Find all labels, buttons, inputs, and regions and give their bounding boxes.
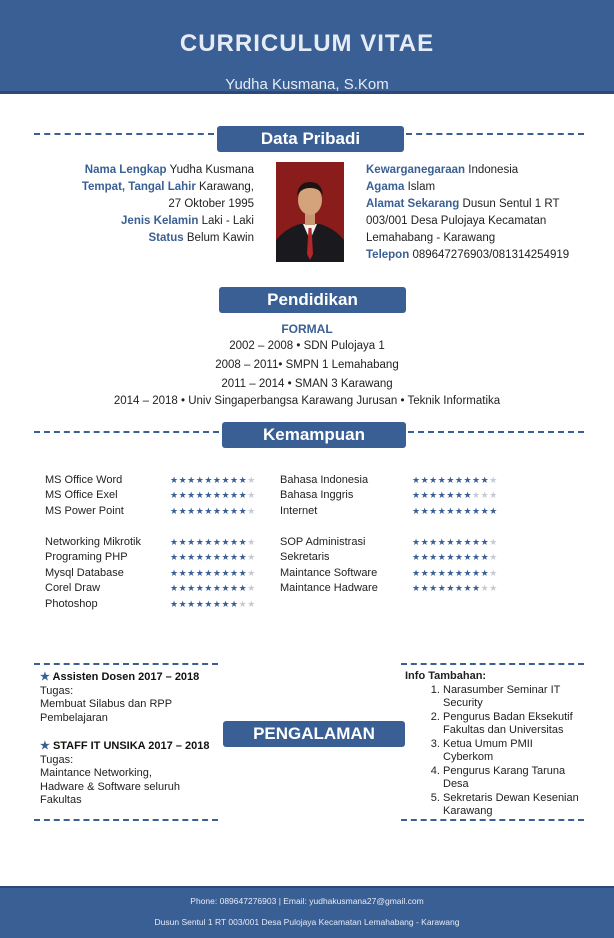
star-icon: ★ — [446, 490, 455, 500]
skill-name: Corel Draw — [45, 582, 101, 594]
star-icon: ★ — [204, 583, 213, 593]
star-icon: ★ — [472, 490, 481, 500]
star-icon: ★ — [489, 537, 498, 547]
star-icon: ★ — [187, 537, 196, 547]
cv-name: Yudha Kusmana, S.Kom — [225, 76, 389, 93]
star-icon: ★ — [480, 568, 490, 578]
footer — [0, 886, 614, 938]
star-icon: ★ — [472, 568, 481, 578]
section-pengalaman: PENGALAMAN — [223, 721, 405, 747]
star-icon: ★ — [204, 599, 213, 609]
warga-label: Kewarganegaraan — [366, 164, 466, 176]
education-subtitle: FORMAL — [281, 322, 333, 336]
star-icon: ★ — [238, 506, 248, 516]
star-icon: ★ — [238, 537, 248, 547]
star-icon: ★ — [420, 552, 430, 562]
star-icon: ★ — [463, 506, 473, 516]
star-icon: ★ — [238, 552, 248, 562]
star-icon: ★ — [204, 568, 213, 578]
star-icon: ★ — [446, 568, 455, 578]
star-icon: ★ — [204, 552, 213, 562]
profile-photo — [276, 162, 344, 262]
star-icon: ★ — [40, 671, 50, 683]
star-icon: ★ — [429, 506, 438, 516]
star-icon: ★ — [437, 568, 447, 578]
skill-name: Bahasa Indonesia — [280, 474, 369, 486]
section-pendidikan: Pendidikan — [219, 287, 406, 313]
skill-rating — [412, 568, 498, 579]
star-icon: ★ — [170, 599, 179, 609]
star-icon: ★ — [230, 552, 239, 562]
education-item: 2014 – 2018 • Univ Singaperbangsa Karawang Jurusan • Teknik Informatika — [113, 395, 501, 407]
divider — [34, 133, 214, 135]
skill-rating — [412, 490, 498, 501]
star-icon: ★ — [170, 537, 179, 547]
agama-value: Islam — [407, 181, 436, 193]
star-icon: ★ — [489, 583, 498, 593]
star-icon: ★ — [480, 537, 490, 547]
star-icon: ★ — [480, 475, 490, 485]
star-icon: ★ — [221, 568, 231, 578]
telp-label: Telepon — [366, 249, 410, 261]
star-icon: ★ — [472, 506, 481, 516]
star-icon: ★ — [454, 506, 464, 516]
star-icon: ★ — [178, 490, 188, 500]
skill-name: MS Office Exel — [45, 489, 118, 501]
star-icon: ★ — [195, 475, 205, 485]
star-icon: ★ — [247, 490, 256, 500]
star-icon: ★ — [247, 568, 256, 578]
star-icon: ★ — [489, 490, 498, 500]
star-icon: ★ — [446, 475, 455, 485]
star-icon: ★ — [420, 537, 430, 547]
star-icon: ★ — [247, 475, 256, 485]
star-icon: ★ — [195, 599, 205, 609]
star-icon: ★ — [212, 599, 222, 609]
star-icon: ★ — [238, 568, 248, 578]
star-icon: ★ — [472, 475, 481, 485]
star-icon: ★ — [178, 599, 188, 609]
star-icon: ★ — [454, 475, 464, 485]
skill-rating — [170, 506, 256, 517]
star-icon: ★ — [212, 490, 222, 500]
star-icon: ★ — [178, 552, 188, 562]
star-icon: ★ — [429, 537, 438, 547]
star-icon: ★ — [230, 506, 239, 516]
star-icon: ★ — [429, 583, 438, 593]
star-icon: ★ — [247, 552, 256, 562]
star-icon: ★ — [446, 552, 455, 562]
star-icon: ★ — [412, 552, 421, 562]
divider — [34, 431, 219, 433]
star-icon: ★ — [170, 475, 179, 485]
info-item: 2. Pengurus Badan Eksekutif Fakultas dan Universitas — [443, 711, 585, 738]
job-desc: Maintance Networking, — [40, 767, 152, 779]
job-tugas: Tugas: — [40, 684, 74, 697]
star-icon: ★ — [204, 490, 213, 500]
star-icon: ★ — [437, 490, 447, 500]
jk-label: Jenis Kelamin — [121, 215, 199, 227]
star-icon: ★ — [187, 475, 196, 485]
status-value: Belum Kawin — [186, 232, 254, 244]
star-icon: ★ — [412, 568, 421, 578]
alamat-label: Alamat Sekarang — [366, 198, 460, 210]
star-icon: ★ — [454, 490, 464, 500]
star-icon: ★ — [489, 475, 498, 485]
skill-rating — [170, 568, 256, 579]
star-icon: ★ — [437, 583, 447, 593]
star-icon: ★ — [420, 568, 430, 578]
info-item: 3. Ketua Umum PMII Cyberkom — [443, 738, 585, 765]
star-icon: ★ — [463, 537, 473, 547]
job-desc: Fakultas — [40, 794, 82, 806]
job-title: Assisten Dosen 2017 – 2018 — [52, 671, 200, 683]
star-icon: ★ — [187, 490, 196, 500]
star-icon: ★ — [247, 583, 256, 593]
job-desc: Pembelajaran — [40, 711, 108, 724]
nama-value: Yudha Kusmana — [169, 164, 254, 176]
star-icon: ★ — [212, 537, 222, 547]
skill-rating — [170, 552, 256, 563]
star-icon: ★ — [170, 490, 179, 500]
alamat-value: Dusun Sentul 1 RT — [462, 198, 560, 210]
star-icon: ★ — [212, 583, 222, 593]
star-icon: ★ — [212, 506, 222, 516]
star-icon: ★ — [195, 506, 205, 516]
skill-rating — [170, 490, 256, 501]
alamat-line-3: Lemahabang - Karawang — [366, 232, 496, 244]
star-icon: ★ — [238, 475, 248, 485]
star-icon: ★ — [195, 537, 205, 547]
star-icon: ★ — [230, 490, 239, 500]
star-icon: ★ — [221, 583, 231, 593]
star-icon: ★ — [187, 599, 196, 609]
header-banner — [0, 0, 614, 94]
star-icon: ★ — [221, 552, 231, 562]
star-icon: ★ — [247, 506, 256, 516]
ttl-value: Karawang, — [199, 181, 254, 193]
star-icon: ★ — [463, 583, 473, 593]
star-icon: ★ — [437, 552, 447, 562]
star-icon: ★ — [195, 583, 205, 593]
star-icon: ★ — [489, 552, 498, 562]
star-icon: ★ — [187, 506, 196, 516]
star-icon: ★ — [40, 740, 50, 752]
info-title: Info Tambahan: — [405, 670, 487, 682]
divider — [401, 819, 584, 821]
experience-1 — [40, 671, 220, 725]
star-icon: ★ — [230, 475, 239, 485]
info-item: 1. Narasumber Seminar IT Security — [443, 684, 585, 711]
skill-rating — [412, 537, 498, 548]
star-icon: ★ — [238, 490, 248, 500]
star-icon: ★ — [195, 552, 205, 562]
star-icon: ★ — [446, 583, 455, 593]
skill-rating — [170, 475, 256, 486]
star-icon: ★ — [429, 490, 438, 500]
star-icon: ★ — [412, 583, 421, 593]
star-icon: ★ — [170, 506, 179, 516]
personal-left — [40, 162, 254, 247]
star-icon: ★ — [238, 583, 248, 593]
star-icon: ★ — [480, 490, 490, 500]
star-icon: ★ — [454, 537, 464, 547]
star-icon: ★ — [480, 506, 490, 516]
skill-rating — [170, 583, 256, 594]
experience-2 — [40, 740, 220, 808]
star-icon: ★ — [230, 599, 239, 609]
job-desc: Membuat Silabus dan RPP — [40, 698, 173, 710]
info-item: 4. Pengurus Karang Taruna Desa — [443, 765, 585, 792]
telp-value: 089647276903/081314254919 — [412, 249, 570, 261]
star-icon: ★ — [170, 552, 179, 562]
star-icon: ★ — [178, 568, 188, 578]
star-icon: ★ — [221, 537, 231, 547]
star-icon: ★ — [463, 490, 473, 500]
divider — [408, 431, 584, 433]
footer-address: Dusun Sentul 1 RT 003/001 Desa Pulojaya Kecamatan Lemahabang - Karawang — [154, 917, 460, 927]
skill-name: Photoshop — [45, 598, 98, 610]
star-icon: ★ — [195, 490, 205, 500]
skill-name: Bahasa Inggris — [280, 489, 354, 501]
skill-name: SOP Administrasi — [280, 536, 366, 548]
star-icon: ★ — [230, 537, 239, 547]
star-icon: ★ — [178, 506, 188, 516]
job-tugas: Tugas: — [40, 753, 74, 766]
star-icon: ★ — [204, 537, 213, 547]
skill-name: Maintance Software — [280, 567, 378, 579]
star-icon: ★ — [195, 568, 205, 578]
skill-name: Networking Mikrotik — [45, 536, 141, 548]
star-icon: ★ — [437, 537, 447, 547]
star-icon: ★ — [463, 475, 473, 485]
star-icon: ★ — [472, 583, 481, 593]
star-icon: ★ — [446, 537, 455, 547]
star-icon: ★ — [480, 583, 490, 593]
jk-value: Laki - Laki — [201, 215, 254, 227]
job-title: STAFF IT UNSIKA 2017 – 2018 — [52, 740, 210, 752]
star-icon: ★ — [446, 506, 455, 516]
star-icon: ★ — [429, 552, 438, 562]
section-kemampuan: Kemampuan — [222, 422, 406, 448]
star-icon: ★ — [412, 475, 421, 485]
star-icon: ★ — [221, 475, 231, 485]
ttl-date: 27 Oktober 1995 — [168, 198, 254, 210]
star-icon: ★ — [489, 568, 498, 578]
star-icon: ★ — [170, 568, 179, 578]
star-icon: ★ — [187, 583, 196, 593]
star-icon: ★ — [454, 552, 464, 562]
star-icon: ★ — [472, 552, 481, 562]
skill-rating — [412, 552, 498, 563]
star-icon: ★ — [212, 568, 222, 578]
star-icon: ★ — [170, 583, 179, 593]
star-icon: ★ — [230, 583, 239, 593]
star-icon: ★ — [412, 490, 421, 500]
skill-rating — [170, 599, 256, 610]
skill-rating — [412, 475, 498, 486]
star-icon: ★ — [437, 475, 447, 485]
star-icon: ★ — [412, 537, 421, 547]
star-icon: ★ — [204, 475, 213, 485]
star-icon: ★ — [230, 568, 239, 578]
skill-name: Internet — [280, 505, 318, 517]
star-icon: ★ — [489, 506, 498, 516]
skill-name: Maintance Hadware — [280, 582, 378, 594]
star-icon: ★ — [221, 506, 231, 516]
warga-value: Indonesia — [468, 164, 519, 176]
star-icon: ★ — [420, 490, 430, 500]
skill-name: Sekretaris — [280, 551, 330, 563]
star-icon: ★ — [420, 506, 430, 516]
star-icon: ★ — [437, 506, 447, 516]
alamat-line-2: 003/001 Desa Pulojaya Kecamatan — [366, 215, 547, 227]
star-icon: ★ — [429, 475, 438, 485]
star-icon: ★ — [221, 490, 231, 500]
info-tambahan — [405, 670, 585, 819]
star-icon: ★ — [463, 552, 473, 562]
star-icon: ★ — [429, 568, 438, 578]
ttl-label: Tempat, Tangal Lahir — [81, 181, 196, 193]
skill-name: Programing PHP — [45, 551, 128, 563]
star-icon: ★ — [212, 552, 222, 562]
divider — [401, 663, 584, 665]
star-icon: ★ — [454, 568, 464, 578]
star-icon: ★ — [187, 568, 196, 578]
skill-rating — [412, 583, 498, 594]
star-icon: ★ — [420, 475, 430, 485]
agama-label: Agama — [366, 181, 405, 193]
star-icon: ★ — [212, 475, 222, 485]
status-label: Status — [148, 232, 184, 244]
nama-label: Nama Lengkap — [84, 164, 167, 176]
star-icon: ★ — [420, 583, 430, 593]
info-list — [443, 684, 585, 819]
star-icon: ★ — [463, 568, 473, 578]
star-icon: ★ — [247, 537, 256, 547]
star-icon: ★ — [178, 537, 188, 547]
star-icon: ★ — [187, 552, 196, 562]
skill-name: Mysql Database — [45, 567, 124, 579]
personal-right — [366, 162, 596, 264]
star-icon: ★ — [238, 599, 248, 609]
star-icon: ★ — [480, 552, 490, 562]
education-item: 2008 – 2011• SMPN 1 Lemahabang — [215, 359, 399, 371]
star-icon: ★ — [454, 583, 464, 593]
skill-name: MS Office Word — [45, 474, 123, 486]
skill-rating — [170, 537, 256, 548]
skill-name: MS Power Point — [45, 505, 124, 517]
skill-rating — [412, 506, 498, 517]
star-icon: ★ — [204, 506, 213, 516]
divider — [406, 133, 584, 135]
star-icon: ★ — [412, 506, 421, 516]
education-item: 2011 – 2014 • SMAN 3 Karawang — [221, 378, 393, 390]
info-item: 5. Sekretaris Dewan Kesenian Karawang — [443, 792, 585, 819]
star-icon: ★ — [178, 475, 188, 485]
star-icon: ★ — [178, 583, 188, 593]
star-icon: ★ — [472, 537, 481, 547]
divider — [34, 819, 218, 821]
divider — [34, 663, 218, 665]
job-desc: Hadware & Software seluruh — [40, 780, 181, 793]
education-item: 2002 – 2008 • SDN Pulojaya 1 — [229, 340, 385, 352]
section-data-pribadi: Data Pribadi — [217, 126, 404, 152]
footer-contact: Phone: 089647276903 | Email: yudhakusmana27@gmail.com — [190, 896, 424, 906]
star-icon: ★ — [221, 599, 231, 609]
cv-title: CURRICULUM VITAE — [179, 30, 435, 57]
star-icon: ★ — [247, 599, 256, 609]
